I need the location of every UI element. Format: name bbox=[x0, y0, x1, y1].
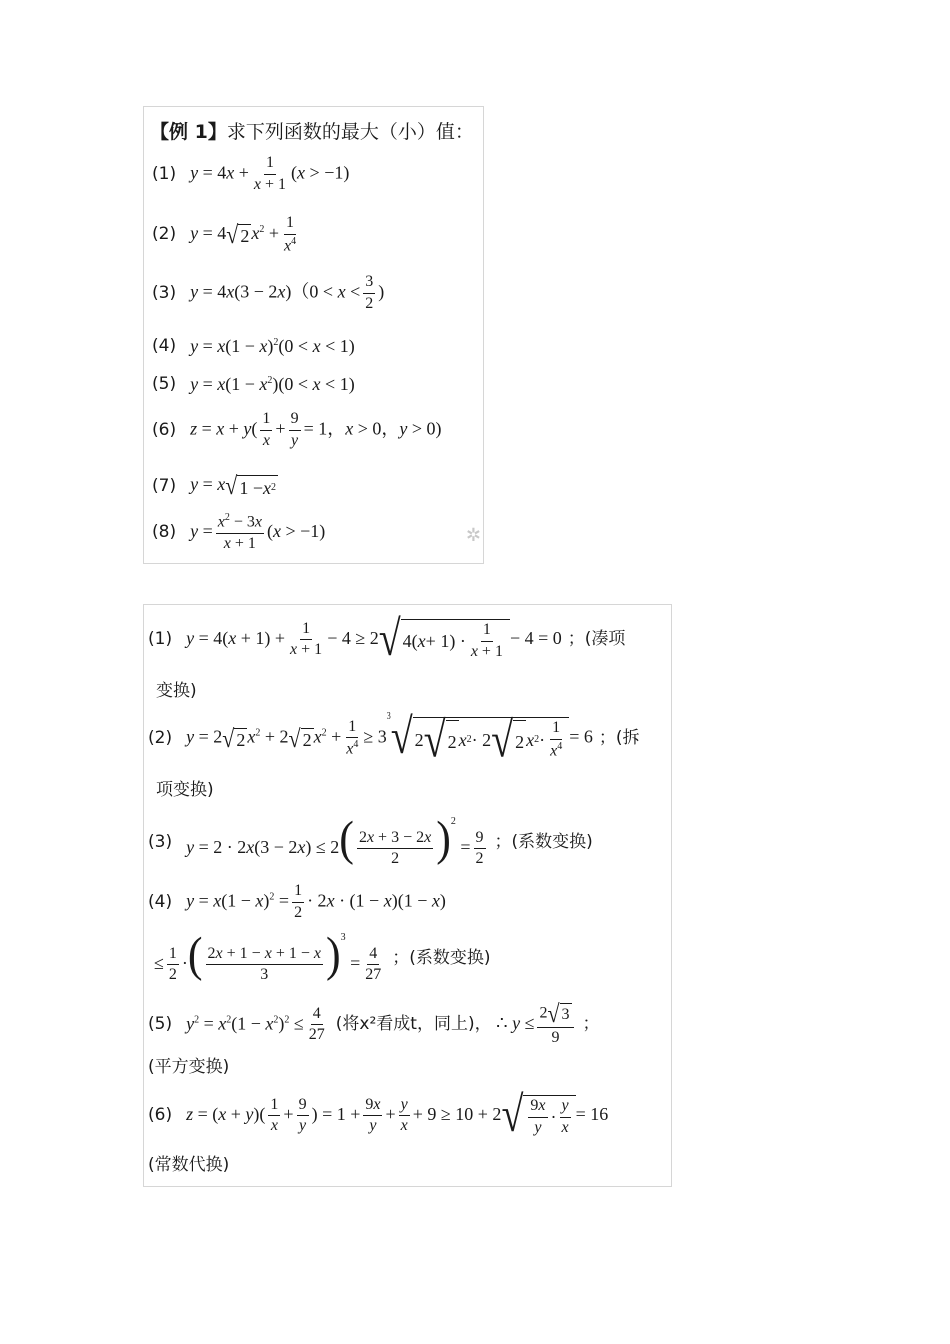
formula: $y = x(1 - x^2)(0 < x < 1)$ bbox=[190, 374, 355, 394]
solution-6-note-cont: (常数代换) bbox=[148, 1155, 230, 1175]
problem-number: (6) bbox=[152, 419, 177, 440]
problem-number: (8) bbox=[152, 522, 177, 543]
solution-5 bbox=[148, 999, 600, 1047]
solution-number: (1) bbox=[148, 629, 173, 650]
problem-number: (4) bbox=[152, 335, 177, 356]
solution-note-end: ； bbox=[582, 1014, 600, 1035]
solution-5-note-cont: (平方变换) bbox=[148, 1057, 230, 1077]
solution-number: (5) bbox=[148, 1014, 173, 1035]
solution-number: (3) bbox=[148, 832, 173, 853]
solution-4 bbox=[148, 883, 446, 922]
solution-6 bbox=[148, 1086, 609, 1143]
problem-number: (1) bbox=[152, 163, 177, 184]
solution-note: ；(拆 bbox=[598, 728, 640, 748]
formula: z = x + y( $\frac{1}{x}$ + $\frac{9}{y}$ = 1，x > 0，y > 0) bbox=[190, 410, 442, 449]
solution-panel bbox=[143, 604, 672, 1187]
formula: z = (x + y)( $\frac{1}{x}$ + $\frac{9}{y}$ ) = 1 + $\frac{9x}{y}$ + $\frac{y}{x}$ + 9 ≥ 10 + 2 √ $\frac{9x}{y}$ · $\frac{y}{x}$ = 16 bbox=[186, 1086, 609, 1143]
watermark-icon: ✲ bbox=[465, 525, 481, 546]
solution-number: (4) bbox=[148, 891, 173, 912]
solution-note: ；(系数变换) bbox=[392, 948, 491, 969]
problem-3 bbox=[152, 274, 384, 313]
solution-note: ；(系数变换) bbox=[494, 832, 593, 853]
problem-number: (2) bbox=[152, 224, 177, 245]
example-heading bbox=[150, 117, 474, 144]
problem-2 bbox=[152, 215, 301, 255]
formula: $y^2 = x^2(1 - x^2)^2$ ≤ $\frac{4}{27}$ bbox=[186, 1004, 325, 1044]
solution-2 bbox=[148, 707, 640, 768]
solution-2-note-cont: 项变换) bbox=[156, 780, 214, 800]
formula: y = 2 · 2x(3 − 2x) ≤ 2( $\frac{2x + 3 - 2x}{2}$ )$^2$ = $\frac{9}{2}$ bbox=[186, 811, 484, 868]
formula: y = 4x + $\frac{1}{x + 1}$ (x > −1) bbox=[190, 154, 350, 193]
formula: $y = x(1 - x)^2$ = $\frac{1}{2}$ · 2x · (1 − x)(1 − x) bbox=[186, 882, 446, 921]
formula-conclusion: ∴ y ≤ 2 √ 3 9 bbox=[492, 1003, 577, 1047]
solution-1-note-cont: 变换) bbox=[156, 681, 197, 701]
solution-note: ；(凑项 bbox=[567, 629, 626, 650]
problem-number: (3) bbox=[152, 282, 177, 303]
problem-7 bbox=[152, 471, 278, 500]
example-title: 求下列函数的最大（小）值： bbox=[226, 121, 474, 143]
problem-5 bbox=[152, 375, 355, 393]
solution-3 bbox=[148, 811, 593, 868]
solution-number: (2) bbox=[148, 728, 173, 748]
solution-note: (将x²看成t，同上)， bbox=[335, 1014, 492, 1035]
formula: y = x √ 1 − x 2 bbox=[190, 471, 276, 500]
formula: y = 4(x + 1) + $\frac{1}{x + 1}$ − 4 ≥ 2 √ 4( x + 1) · $\frac{1}{x + 1}$ − 4 = 0 bbox=[186, 610, 562, 667]
formula: ≤ $\frac{1}{2}$ ·( $\frac{2x + 1 - x + 1 - x}{3}$ )$^3$ = $\frac{4}{27}$ bbox=[154, 927, 382, 984]
solution-number: (6) bbox=[148, 1105, 173, 1126]
problem-number: (7) bbox=[152, 475, 177, 496]
problem-8 bbox=[152, 513, 325, 553]
example-label: 【例 1】 bbox=[150, 121, 227, 143]
formula: y = 4x(3 − 2x)（0 < x < $\frac{3}{2}$ ) bbox=[190, 273, 385, 312]
problem-panel bbox=[143, 106, 484, 564]
problem-number: (5) bbox=[152, 373, 177, 394]
problem-6 bbox=[152, 411, 442, 450]
solution-4-cont bbox=[154, 927, 491, 984]
formula: y = 4 √ 2 $x^2$ + $\frac{1}{x^4}$ bbox=[190, 214, 297, 255]
problem-1 bbox=[152, 155, 349, 194]
formula: y = $\frac{x^2 - 3x}{x + 1}$ (x > −1) bbox=[190, 512, 326, 553]
formula: $y = x(1 - x)^2(0 < x < 1)$ bbox=[190, 336, 355, 356]
problem-4 bbox=[152, 337, 355, 355]
formula: y = 2 √ 2 $x^2 + 2$ √ 2 $x^2$ + $\frac{1}{x^4}$ ≥ 3 $^3$√ 2 √ 2 x 2 · 2 √ 2 x 2 · $\frac{1}{x^4}$ = 6 bbox=[186, 707, 593, 768]
solution-1 bbox=[148, 610, 626, 667]
